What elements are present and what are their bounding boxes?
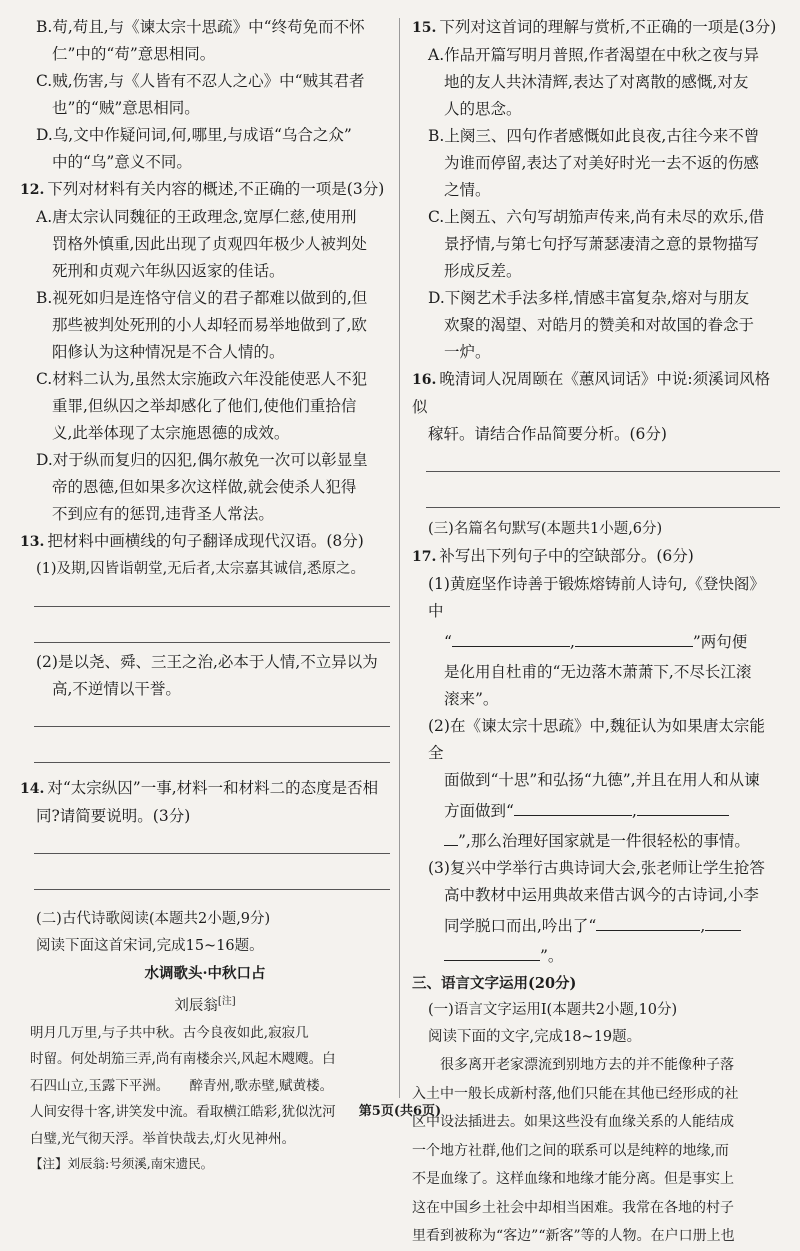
q11-option-c-line1: C.贼,伤害,与《人皆有不忍人之心》中“贼其君者 (36, 72, 365, 90)
q17-3-blank-2-cont[interactable] (444, 946, 540, 961)
language-section-title: 三、语言文字运用(20分) (412, 975, 577, 992)
q17-2-prefix: 方面做到“ (444, 802, 514, 820)
poem-author-note-mark: [注] (217, 996, 236, 1007)
poem-footnote: 【注】刘辰翁:号须溪,南宋遗民。 (30, 1156, 214, 1172)
q17-3-tail: ”。 (540, 947, 564, 965)
q17-1-line4: 滚来”。 (444, 690, 499, 708)
poem-line-5: 白璧,光气彻天浮。举首快哉去,灯火见神州。 (30, 1130, 296, 1147)
q15-option-c-line2: 景抒情,与第七句抒写萧瑟凄清之意的景物描写 (444, 235, 759, 253)
poetry-section (20, 906, 390, 1176)
q17-2-blank-2-cont[interactable] (444, 831, 458, 846)
q14-number: 14. (20, 781, 45, 797)
q13-stem: 把材料中画横线的句子翻译成现代汉语。(8分) (47, 532, 364, 550)
question-15 (412, 14, 780, 366)
q12-option-a-line1: A.唐太宗认同魏征的王政理念,宽厚仁慈,使用刑 (36, 208, 357, 226)
q17-1-line1: (1)黄庭坚作诗善于锻炼熔铸前人诗句,《登快阁》中 (428, 575, 765, 620)
q12-stem: 下列对材料有关内容的概述,不正确的一项是(3分) (47, 180, 385, 198)
poem-line-1: 明月几万里,与子共中秋。古今良夜如此,寂寂几 (30, 1024, 309, 1041)
q17-number: 17. (412, 549, 437, 565)
q17-1-comma: , (569, 633, 575, 651)
q17-1-line3: 是化用自杜甫的“无边落木萧萧下,不尽长江滚 (444, 663, 752, 681)
q17-1-tail: ”两句便 (692, 633, 748, 651)
q12-option-c-line3: 义,此举体现了太宗施恩德的成效。 (52, 424, 290, 442)
q15-option-a-line2: 地的友人共沐清辉,表达了对离散的感慨,对友 (444, 73, 749, 91)
q15-option-a-line3: 人的思念。 (444, 100, 522, 118)
poem-line-3: 石四山立,玉露下平洲。 醉青州,歌赤壁,赋黄楼。 (30, 1077, 334, 1094)
q13-sentence-2-line1: (2)是以尧、舜、三王之治,必本于人情,不立异以为 (36, 653, 378, 671)
q17-2-blank-2[interactable] (637, 801, 729, 816)
question-17 (412, 543, 780, 970)
q17-stem: 补写出下列句子中的空缺部分。(6分) (439, 547, 694, 565)
q15-option-d-line2: 欢聚的渴望、对皓月的赞美和对故国的眷念于 (444, 316, 755, 334)
q17-2-comma: , (631, 802, 637, 820)
passage-line-2: 入土中一般长成新村落,他们只能在其他已经形成的社 (412, 1085, 739, 1102)
q12-option-b-line1: B.视死如归是连恪守信义的君子都难以做到的,但 (36, 289, 368, 307)
q12-number: 12. (20, 182, 45, 198)
q11-option-c-line2: 也”的“贼”意思相同。 (52, 99, 200, 117)
q12-option-b-line2: 那些被判处死刑的小人却轻而易举地做到了,欧 (52, 316, 367, 334)
q14-line2: 同?请简要说明。(3分) (36, 807, 191, 825)
q16-line2: 稼轩。请结合作品简要分析。(6分) (428, 425, 667, 443)
q12-option-a-line3: 死刑和贞观六年纵囚返家的佳话。 (52, 262, 285, 280)
question-13 (20, 528, 390, 775)
poem-line-2: 时留。何处胡笳三弄,尚有南楼余兴,风起木飕飕。白 (30, 1051, 336, 1068)
mingpian-section-title: (三)名篇名句默写(本题共1小题,6分) (428, 521, 663, 537)
q15-option-b-line2: 为谁而停留,表达了对美好时光一去不返的伤感 (444, 154, 759, 172)
q16-line1: 晚清词人况周颐在《蕙风词话》中说:须溪词风格似 (412, 370, 771, 416)
q17-1-blank-2[interactable] (575, 632, 693, 647)
q17-3-blank-2[interactable] (705, 916, 741, 931)
passage-line-6: 这在中国乡土社会中却相当困难。我常在各地的村子 (412, 1199, 734, 1216)
q11-options (20, 14, 390, 176)
q11-option-d-line1: D.乌,文中作疑问词,何,哪里,与成语“乌合之众” (36, 126, 352, 144)
question-14 (20, 775, 390, 906)
q12-option-d-line3: 不到应有的惩罚,违背圣人常法。 (52, 505, 274, 523)
question-12 (20, 176, 390, 528)
poem-title: 水调歌头·中秋口占 (144, 965, 266, 982)
passage-line-4: 一个地方社群,他们之间的联系可以是纯粹的地缘,而 (412, 1142, 729, 1159)
q15-number: 15. (412, 20, 437, 36)
question-16 (412, 366, 780, 516)
page-footer: 第5页(共6页) (358, 1104, 442, 1119)
q14-line1: 对“太宗纵囚”一事,材料一和材料二的态度是否相 (47, 779, 379, 797)
q16-number: 16. (412, 372, 437, 388)
passage-line-7: 里看到被称为“客边”“新客”等的人物。在户口册上也 (412, 1228, 735, 1244)
q17-2-tail: ”,那么治理好国家就是一件很轻松的事情。 (458, 832, 750, 850)
q17-2-blank-1[interactable] (514, 801, 632, 816)
language-intro: 阅读下面的文字,完成18~19题。 (428, 1029, 642, 1045)
q17-3-line2: 高中教材中运用典故来借古讽今的古诗词,小李 (444, 886, 759, 904)
q17-2-line1: (2)在《谏太宗十思疏》中,魏征认为如果唐太宗能全 (428, 717, 765, 762)
q15-option-b-line3: 之情。 (444, 181, 491, 199)
q15-stem: 下列对这首词的理解与赏析,不正确的一项是(3分) (439, 18, 777, 36)
q12-option-b-line3: 阳修认为这种情况是不合人情的。 (52, 343, 285, 361)
left-column (20, 14, 390, 1176)
column-divider (399, 18, 400, 1098)
passage-line-1: 很多离开老家漂流到别地方去的并不能像种子落 (440, 1057, 734, 1073)
q17-3-prefix: 同学脱口而出,吟出了“ (444, 917, 597, 935)
q15-option-d-line3: 一炉。 (444, 343, 491, 361)
passage-line-5: 不是血缘了。这样血缘和地缘才能分离。但是事实上 (412, 1171, 734, 1187)
q11-option-b-line1: B.苟,苟且,与《谏太宗十思疏》中“终苟免而不怀 (36, 18, 365, 36)
q12-option-d-line2: 帝的恩德,但如果多次这样做,就会使杀人犯得 (52, 478, 357, 496)
q17-2-line2: 面做到“十思”和弘扬“九德”,并且在用人和从谏 (444, 771, 760, 789)
poem-author: 刘辰翁 (174, 997, 218, 1014)
q17-1-blank-1[interactable] (452, 632, 570, 647)
q13-sentence-2-line2: 高,不逆情以干誉。 (52, 680, 181, 698)
poem-line-4: 人间安得十客,讲笑发中流。看取横江皓彩,犹似沈河 (30, 1104, 336, 1121)
q11-option-d-line2: 中的“乌”意义不同。 (52, 153, 192, 171)
q13-number: 13. (20, 534, 45, 550)
q12-option-d-line1: D.对于纵而复归的囚犯,偶尔赦免一次可以彰显皇 (36, 451, 368, 469)
q12-option-a-line2: 罚格外慎重,因此出现了贞观四年极少人被判处 (52, 235, 367, 253)
q15-option-d-line1: D.下阕艺术手法多样,情感丰富复杂,熔对与朋友 (428, 289, 750, 307)
language-subsection-title: (一)语言文字运用Ⅰ(本题共2小题,10分) (428, 1002, 678, 1018)
q15-option-c-line3: 形成反差。 (444, 262, 522, 280)
q17-3-comma: , (700, 917, 706, 935)
q12-option-c-line1: C.材料二认为,虽然太宗施政六年没能使恶人不犯 (36, 370, 368, 388)
poetry-section-title: (二)古代诗歌阅读(本题共2小题,9分) (36, 911, 271, 927)
poetry-intro: 阅读下面这首宋词,完成15~16题。 (36, 938, 264, 954)
passage-line-3: 区中设法插进去。如果这些没有血缘关系的人能结成 (412, 1114, 734, 1130)
q11-option-b-line2: 仁”中的“苟”意思相同。 (52, 45, 216, 63)
right-column (412, 14, 780, 1251)
q15-option-c-line1: C.上阕五、六句写胡笳声传来,尚有未尽的欢乐,借 (428, 208, 765, 226)
q17-3-line1: (3)复兴中学举行古典诗词大会,张老师让学生抢答 (428, 859, 765, 877)
q17-3-blank-1[interactable] (596, 916, 700, 931)
q17-1-open-quote: “ (444, 633, 452, 651)
q12-option-c-line2: 重罪,但纵囚之举却感化了他们,使他们重拾信 (52, 397, 357, 415)
q15-option-a-line1: A.作品开篇写明月普照,作者渴望在中秋之夜与异 (428, 46, 760, 64)
q13-sentence-1: (1)及期,囚皆诣朝堂,无后者,太宗嘉其诚信,悉原之。 (36, 561, 365, 577)
q15-option-b-line1: B.上阕三、四句作者感慨如此良夜,古往今来不曾 (428, 127, 760, 145)
